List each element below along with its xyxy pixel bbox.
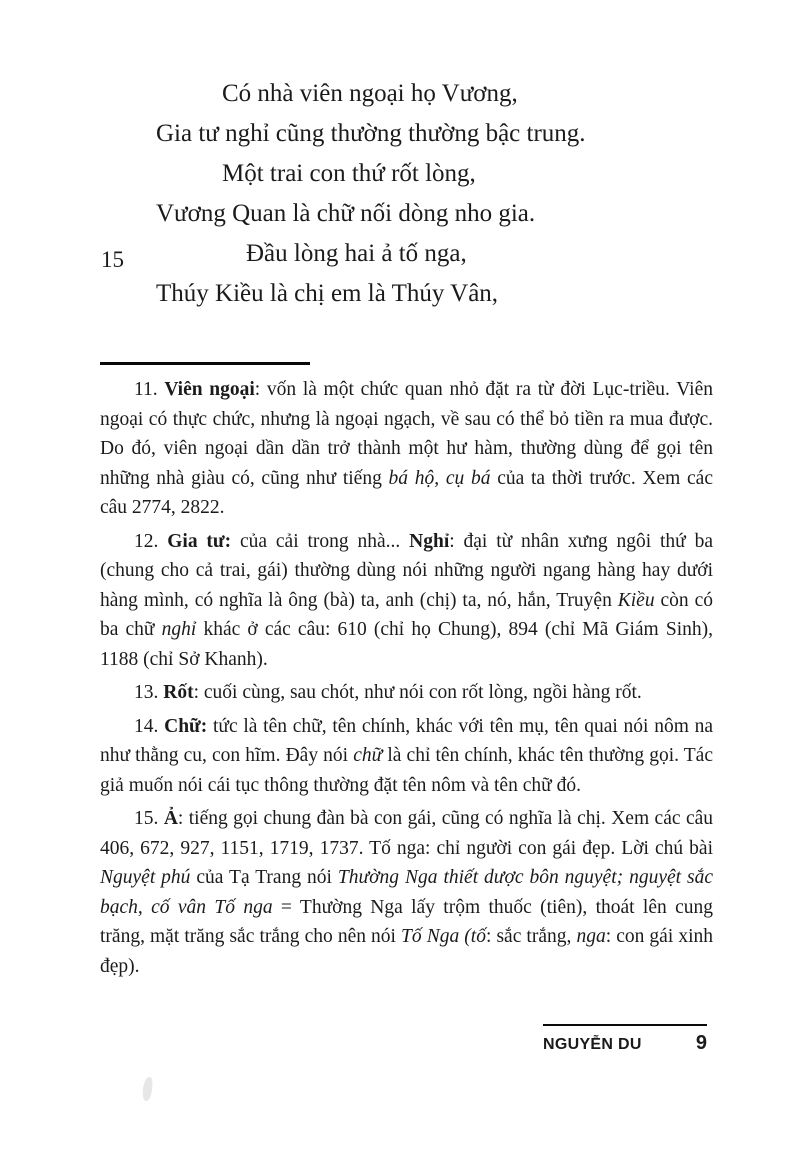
verse-line-5: Đầu lòng hai ả tố nga, xyxy=(246,240,467,267)
verse-line-3: Một trai con thứ rốt lòng, xyxy=(222,160,476,187)
footnote-13: 13. Rốt: cuối cùng, sau chót, như nói con rốt lòng, ngồi hàng rốt. xyxy=(134,682,642,703)
verse-line-6: Thúy Kiều là chị em là Thúy Vân, xyxy=(156,280,499,307)
footnote-separator-rule xyxy=(100,362,310,365)
footnote-12: 12. Gia tư: của cải trong nhà... Nghỉ: đại từ nhân xưng ngôi thứ ba (chung cho cả trai, gái) thường dùng nói những người ngang hàng hay dưới hàng mình, có nghĩa là ông (bà) ta, anh (chị) ta, nó, hắn, Truyện Kiều còn có ba chữ nghỉ khác ở các câu: 610 (chỉ họ Chung), 894 (chỉ Mã Giám Sinh), 1188 (chỉ Sở Khanh). xyxy=(100,530,714,670)
footnotes-section xyxy=(100,375,713,981)
footnote-11: 11. Viên ngoại: vốn là một chức quan nhỏ đặt ra từ đời Lục-triều. Viên ngoại có thực chức, nhưng là ngoại ngạch, về sau có thể bỏ tiền ra mua được. Do đó, viên ngoại dần dần trở thành một hư hàm, thường dùng để gọi tên những nhà giàu có, cũng như tiếng bá hộ, cụ bá của ta thời trước. Xem các câu 2774, 2822. xyxy=(100,379,713,518)
scan-artifact xyxy=(141,1076,153,1101)
verse-line-1: Có nhà viên ngoại họ Vương, xyxy=(222,80,518,107)
verse-line-4: Vương Quan là chữ nối dòng nho gia. xyxy=(156,200,536,227)
page-footer xyxy=(543,1024,707,1055)
verse-line-2: Gia tư nghỉ cũng thường thường bậc trung. xyxy=(156,120,586,147)
verse-line-number: 15 xyxy=(101,247,124,272)
running-footer-author: NGUYỄN DU xyxy=(543,1036,642,1053)
footnote-14: 14. Chữ: tức là tên chữ, tên chính, khác với tên mụ, tên quai nói nôm na như thằng cu, con hĩm. Đây nói chữ là chỉ tên chính, khác tên thường gọi. Tác giả muốn nói cái tục thông thường đặt tên nôm và tên chữ đó. xyxy=(100,715,714,796)
footnote-15: 15. Ả: tiếng gọi chung đàn bà con gái, cũng có nghĩa là chị. Xem các câu 406, 672, 927, 1151, 1719, 1737. Tố nga: chỉ người con gái đẹp. Lời chú bài Nguyệt phú của Tạ Trang nói Thường Nga thiết dược bôn nguyệt; nguyệt sắc bạch, cố vân Tố nga = Thường Nga lấy trộm thuốc (tiên), thoát lên cung trăng, mặt trăng sắc trắng cho nên nói Tố Nga (tố: sắc trắng, nga: con gái xinh đẹp). xyxy=(100,808,714,977)
page-number: 9 xyxy=(695,1032,707,1054)
poem-verse-block xyxy=(156,0,800,314)
